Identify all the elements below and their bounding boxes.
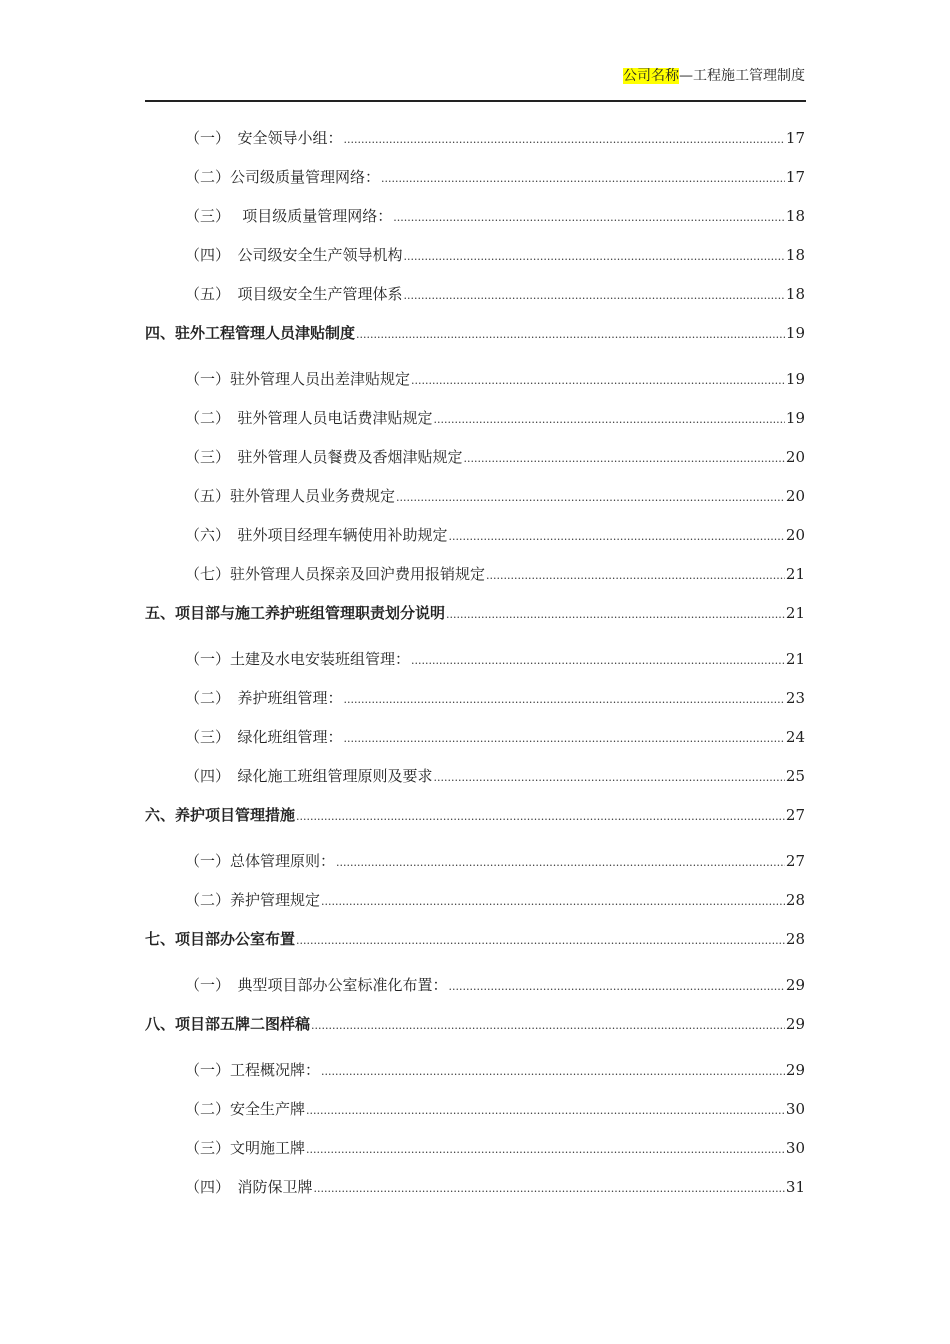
toc-leader-dots (396, 488, 785, 508)
company-name: 公司名称 (623, 68, 679, 84)
toc-page-number: 29 (785, 976, 805, 994)
toc-entry[interactable] (185, 766, 805, 788)
toc-label: 养护项目管理措施 (175, 806, 296, 824)
toc-entry[interactable] (185, 649, 805, 671)
toc-entry[interactable] (185, 284, 805, 306)
toc-label: 项目部办公室布置 (175, 930, 296, 948)
toc-entry[interactable] (185, 1099, 805, 1121)
toc-leader-dots (306, 1101, 785, 1121)
toc-page-number: 21 (785, 604, 805, 622)
toc-page-number: 27 (785, 852, 805, 870)
toc-page-number: 18 (785, 285, 805, 303)
toc-page-number: 28 (785, 891, 805, 909)
toc-label: （四） 公司级安全生产领导机构 (185, 246, 403, 264)
toc-label: （二）安全生产牌 (185, 1100, 306, 1118)
toc-entry[interactable] (185, 167, 805, 189)
toc-page-number: 20 (785, 487, 805, 505)
toc-label: （二）养护管理规定 (185, 891, 321, 909)
toc-leader-dots (344, 729, 785, 749)
toc-page-number: 25 (785, 767, 805, 785)
toc-leader-dots (296, 931, 785, 951)
toc-entry[interactable] (185, 1138, 805, 1160)
toc-leader-dots (356, 325, 785, 345)
toc-entry[interactable] (185, 245, 805, 267)
toc-leader-dots (486, 566, 785, 586)
toc-entry[interactable] (185, 727, 805, 749)
toc-page-number: 20 (785, 448, 805, 466)
toc-label: （一）土建及水电安装班组管理： (185, 650, 411, 668)
toc-leader-dots (446, 605, 785, 625)
toc-page-number: 29 (785, 1061, 805, 1079)
toc-leader-dots (449, 527, 785, 547)
toc-section[interactable] (145, 323, 805, 345)
toc-leader-dots (344, 690, 785, 710)
toc-label: （三）文明施工牌 (185, 1139, 306, 1157)
toc-label: （三） 驻外管理人员餐费及香烟津贴规定 (185, 448, 463, 466)
toc-page-number: 30 (785, 1139, 805, 1157)
toc-label: （一）工程概况牌： (185, 1061, 321, 1079)
toc-page-number: 18 (785, 246, 805, 264)
toc-leader-dots (404, 247, 785, 267)
toc-label: （三） 项目级质量管理网络： (185, 207, 393, 225)
toc-page-number: 24 (785, 728, 805, 746)
toc-entry[interactable] (185, 1060, 805, 1082)
toc-leader-dots (411, 651, 785, 671)
toc-leader-dots (393, 208, 785, 228)
toc-label: （一） 典型项目部办公室标准化布置： (185, 976, 448, 994)
toc-entry[interactable] (185, 447, 805, 469)
document-title: —工程施工管理制度 (679, 68, 805, 84)
toc-entry[interactable] (185, 128, 805, 150)
toc-leader-dots (296, 807, 785, 827)
toc-page-number: 17 (785, 168, 805, 186)
toc-page-number: 27 (785, 806, 805, 824)
toc-leader-dots (336, 853, 785, 873)
header-rule (145, 100, 806, 102)
toc-page-number: 30 (785, 1100, 805, 1118)
toc-leader-dots (311, 1016, 785, 1036)
toc-entry[interactable] (185, 688, 805, 710)
toc-label: （四） 绿化施工班组管理原则及要求 (185, 767, 433, 785)
toc-label: （四） 消防保卫牌 (185, 1178, 313, 1196)
toc-leader-dots (411, 371, 785, 391)
toc-label: 驻外工程管理人员津贴制度 (175, 324, 356, 342)
toc-leader-dots (404, 286, 785, 306)
toc-leader-dots (344, 130, 785, 150)
toc-page-number: 29 (785, 1015, 805, 1033)
toc-label: （一） 安全领导小组： (185, 129, 343, 147)
toc-leader-dots (321, 1062, 785, 1082)
toc-section-number: 六、 (145, 806, 176, 824)
toc-leader-dots (314, 1179, 785, 1199)
toc-label: （一）总体管理原则： (185, 852, 336, 870)
toc-section[interactable] (145, 929, 805, 951)
toc-section[interactable] (145, 805, 805, 827)
toc-entry[interactable] (185, 206, 805, 228)
toc-entry[interactable] (185, 564, 805, 586)
toc-page-number: 19 (785, 370, 805, 388)
toc-leader-dots (434, 410, 785, 430)
toc-page-number: 28 (785, 930, 805, 948)
toc-entry[interactable] (185, 890, 805, 912)
toc-section-number: 七、 (145, 930, 176, 948)
toc-page-number: 31 (785, 1178, 805, 1196)
toc-label: （五） 项目级安全生产管理体系 (185, 285, 403, 303)
toc-leader-dots (449, 977, 785, 997)
toc-label: 项目部五牌二图样稿 (175, 1015, 311, 1033)
toc-page-number: 21 (785, 565, 805, 583)
toc-page-number: 18 (785, 207, 805, 225)
toc-label: （六） 驻外项目经理车辆使用补助规定 (185, 526, 448, 544)
toc-label: 项目部与施工养护班组管理职责划分说明 (175, 604, 446, 622)
toc-section-number: 五、 (145, 604, 176, 622)
toc-entry[interactable] (185, 486, 805, 508)
toc-entry[interactable] (185, 851, 805, 873)
toc-entry[interactable] (185, 1177, 805, 1199)
toc-page-number: 21 (785, 650, 805, 668)
toc-leader-dots (306, 1140, 785, 1160)
toc-section-number: 八、 (145, 1015, 176, 1033)
toc-page-number: 23 (785, 689, 805, 707)
toc-leader-dots (434, 768, 785, 788)
toc-leader-dots (464, 449, 785, 469)
toc-page-number: 19 (785, 324, 805, 342)
toc-label: （五）驻外管理人员业务费规定 (185, 487, 396, 505)
toc-label: （三） 绿化班组管理： (185, 728, 343, 746)
toc-page-number: 20 (785, 526, 805, 544)
toc-label: （七）驻外管理人员探亲及回沪费用报销规定 (185, 565, 486, 583)
toc-entry[interactable] (185, 975, 805, 997)
toc-label: （一）驻外管理人员出差津贴规定 (185, 370, 411, 388)
toc-leader-dots (381, 169, 785, 189)
toc-section[interactable] (145, 603, 805, 625)
toc-label: （二）公司级质量管理网络： (185, 168, 381, 186)
toc-leader-dots (321, 892, 785, 912)
toc-entry[interactable] (185, 408, 805, 430)
toc-entry[interactable] (185, 525, 805, 547)
page-header (623, 66, 805, 86)
toc-section[interactable] (145, 1014, 805, 1036)
toc-entry[interactable] (185, 369, 805, 391)
toc-page-number: 17 (785, 129, 805, 147)
toc-section-number: 四、 (145, 324, 176, 342)
toc-label: （二） 养护班组管理： (185, 689, 343, 707)
toc-label: （二） 驻外管理人员电话费津贴规定 (185, 409, 433, 427)
toc-page-number: 19 (785, 409, 805, 427)
